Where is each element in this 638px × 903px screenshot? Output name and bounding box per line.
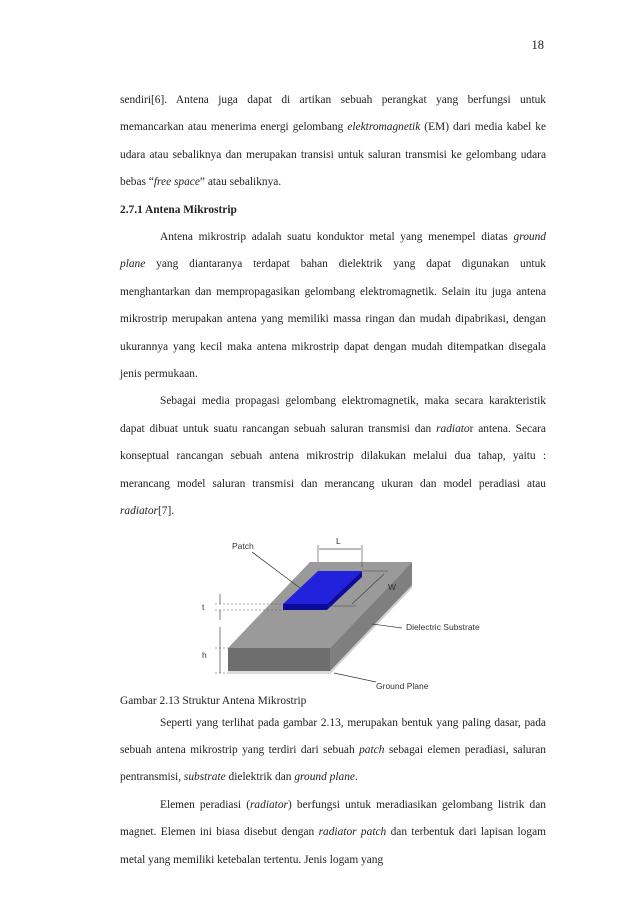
width-label: W — [388, 581, 397, 592]
height-label: h — [202, 649, 207, 660]
italic-term: radiator — [250, 798, 288, 811]
italic-term: radiator patch — [318, 826, 387, 839]
text-run: Antena mikrostrip adalah suatu konduktor metal yang menempel diatas — [160, 231, 514, 244]
text-run: Sebagai media propagasi gelombang elektromagnetik, maka secara karakteristik dapat dibuat untuk suatu rancangan sebuah saluran transmisi dan — [120, 395, 546, 435]
text-run: [7]. — [157, 505, 175, 518]
text-run: dielektrik dan — [225, 771, 295, 784]
ground-leader-line — [334, 673, 376, 682]
italic-term: ground plane — [294, 771, 355, 784]
text-run: yang diantaranya terdapat bahan dielektrik yang dapat digunakan untuk menghantarkan dan mempropagasikan gelombang elektromagnetik. Selain itu juga antena mikrostrip merupakan antena yang memiliki massa ringan dan mudah dipabrikasi, dengan ukurannya yang kecil maka antena mikrostrip dapat dengan mudah ditempatkan disegala jenis permukaan. — [120, 258, 546, 381]
substrate-label: Dielectric Substrate — [406, 621, 480, 632]
italic-term: patch — [359, 743, 385, 756]
ground-plane-label: Ground Plane — [376, 680, 429, 691]
italic-term: radiator — [120, 505, 158, 518]
thickness-label: t — [202, 601, 205, 612]
paragraph-microstrip-intro — [120, 224, 546, 388]
text-run: sebagai elemen peradiasi, saluran pentransmisi, — [120, 743, 546, 784]
text-run: Seperti yang terlihat pada gambar 2.13, merupakan bentuk yang paling dasar, pada sebuah antena mikrostrip yang terdiri dari sebuah — [120, 716, 546, 756]
patch-label: Patch — [232, 540, 254, 551]
paragraph-radiator-element — [120, 792, 546, 874]
section-heading: 2.7.1 Antena Mikrostrip — [120, 203, 237, 216]
italic-term: elektromagnetik — [347, 121, 421, 134]
text-run: dan terbentuk dari lapisan logam metal yang memiliki ketebalan tertentu. Jenis logam yang — [120, 826, 546, 866]
text-run: . — [354, 771, 358, 784]
text-run: sendiri[6]. Antena juga dapat di artikan sebuah perangkat yang berfungsi untuk memancarkan atau menerima energi gelombang — [120, 94, 546, 134]
paragraph-antenna-definition — [120, 87, 546, 197]
paragraph-propagation-media — [120, 388, 546, 525]
microstrip-antenna-diagram — [120, 532, 546, 692]
length-label: L — [336, 535, 341, 546]
ground-plane-layer — [228, 671, 330, 674]
italic-term: substrate — [183, 771, 226, 784]
page-number: 18 — [531, 38, 544, 52]
italic-term: radiato — [436, 422, 470, 435]
substrate-front-face — [228, 648, 330, 673]
page-body — [120, 87, 546, 874]
antenna-figure — [120, 532, 546, 692]
patch-leader-line — [252, 552, 300, 588]
paragraph-figure-explanation — [120, 710, 546, 792]
text-run: (EM) dari media kabel ke udara atau sebaliknya dan merupakan transisi untuk saluran transmisi ke gelombang udara bebas “ — [120, 121, 546, 189]
italic-term: ground plane — [120, 231, 546, 271]
patch-front-face — [283, 604, 327, 610]
text-run: Elemen peradiasi ( — [160, 798, 250, 811]
figure-caption: Gambar 2.13 Struktur Antena Mikrostrip — [120, 694, 307, 707]
text-run: ) berfungsi untuk meradiasikan gelombang listrik dan magnet. Elemen ini biasa disebut dengan — [120, 798, 546, 839]
text-run: ” atau sebaliknya. — [199, 176, 282, 189]
substrate-leader-line — [372, 624, 402, 628]
italic-term: free space — [153, 176, 200, 189]
text-run: r antena. Secara konseptual rancangan sebuah antena mikrostrip dilakukan melalui dua tahap, yaitu : merancang model saluran transmisi dan merancang ukuran dan model peradiasi atau — [120, 422, 546, 490]
